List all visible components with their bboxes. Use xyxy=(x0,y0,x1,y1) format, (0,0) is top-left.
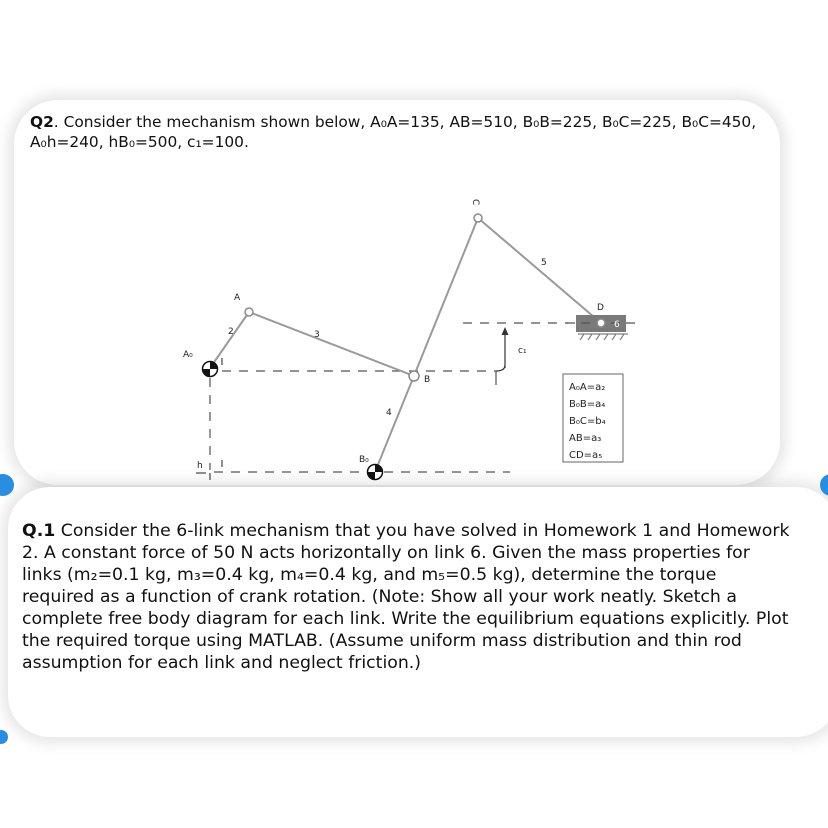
legend-item: B₀B=a₄ xyxy=(569,399,606,410)
legend-item: A₀A=a₂ xyxy=(569,382,606,393)
label-link-4: 4 xyxy=(386,408,392,418)
legend-item: B₀C=b₄ xyxy=(569,416,606,427)
joint-A xyxy=(245,308,253,316)
links xyxy=(210,218,601,472)
reference-lines xyxy=(210,323,568,472)
question-2-line1: . Consider the mechanism shown below, A₀A=135, AB=510, B₀B=225, B₀C=225, B₀C=450, xyxy=(53,113,757,131)
label-link-2: 2 xyxy=(228,327,234,337)
joint-B xyxy=(409,371,419,381)
joint-C xyxy=(474,214,482,222)
legend-item: CD=a₅ xyxy=(569,450,603,461)
joints xyxy=(245,214,605,381)
label-D: D xyxy=(597,303,604,313)
c1-arrow xyxy=(496,327,509,371)
label-h: h xyxy=(197,461,203,471)
question-2-line2: A₀h=240, hB₀=500, c₁=100. xyxy=(30,133,249,151)
label-link-5: 5 xyxy=(541,258,547,268)
label-B: B xyxy=(424,375,431,385)
label-c1: c₁ xyxy=(518,346,527,356)
legend-box xyxy=(563,374,623,462)
question-1-text xyxy=(22,520,792,674)
label-A: A xyxy=(234,293,241,303)
label-A0: A₀ xyxy=(183,350,193,360)
joint-D xyxy=(597,319,605,327)
label-B0: B₀ xyxy=(359,455,369,465)
ground-pivot-A0 xyxy=(203,362,218,377)
legend-item: AB=a₃ xyxy=(569,433,602,444)
label-link-6: 6 xyxy=(614,320,620,330)
label-link-3: 3 xyxy=(314,330,320,340)
label-C: C xyxy=(470,199,480,206)
question-1-body: Consider the 6-link mechanism that you have solved in Homework 1 and Homework 2. A constant force of 50 N acts horizontally on link 6. Given the mass properties for links (m₂=0.1 kg, m₃=0.4 kg, m₄=0.4 kg, and m₅=0.5 kg), determine the torque required as a function of crank rotation. (Note: Show all your work neatly. Sketch a complete free body diagram for each link. Write the equilibrium equations explicitly. Plot the required torque using MATLAB. (Assume uniform mass distribution and thin rod assumption for each link and neglect friction.) xyxy=(22,521,790,673)
question-1-number: Q.1 xyxy=(22,521,56,541)
ground-pivot-B0 xyxy=(368,465,383,480)
question-2-number: Q2 xyxy=(30,113,54,131)
